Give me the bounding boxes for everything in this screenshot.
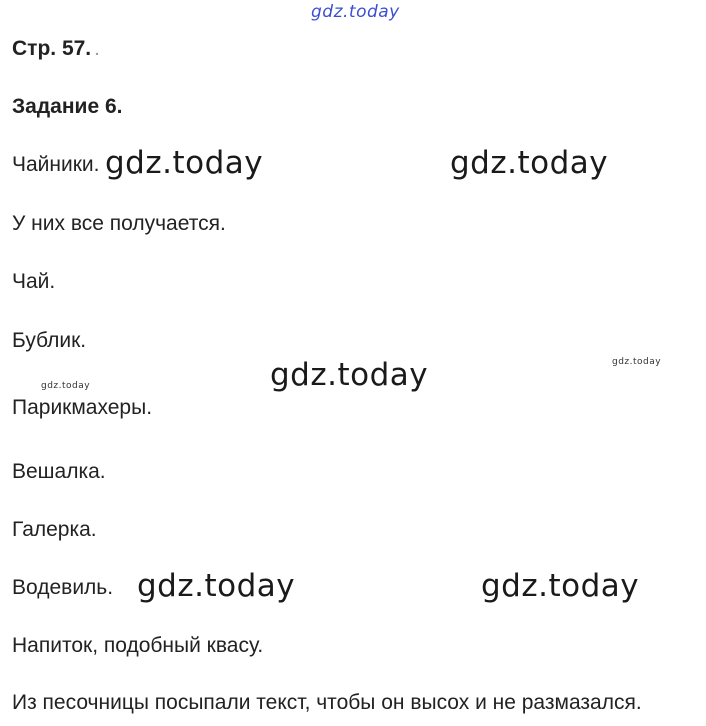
watermark-small-2: gdz.today xyxy=(612,357,662,367)
watermark-large-3: gdz.today xyxy=(270,357,429,393)
page-reference: Стр. 57. . xyxy=(12,37,100,60)
answer-1: Чайники. xyxy=(12,153,100,176)
answer-7: Галерка. xyxy=(12,518,97,541)
answer-6: Вешалка. xyxy=(12,460,106,483)
watermark-small-1: gdz.today xyxy=(41,381,91,391)
answer-9: Напиток, подобный квасу. xyxy=(12,634,264,657)
answer-2: У них все получается. xyxy=(12,212,226,235)
watermark-large-5: gdz.today xyxy=(481,568,640,604)
answer-5: Парикмахеры. xyxy=(12,396,153,419)
watermark-large-1: gdz.today xyxy=(105,145,264,181)
task-title: Задание 6. xyxy=(12,95,123,118)
answer-4: Бублик. xyxy=(12,329,87,352)
page-reference-mark: . xyxy=(95,42,100,58)
answer-10: Из песочницы посыпали текст, чтобы он высох и не размазался. xyxy=(12,691,642,714)
watermark-large-2: gdz.today xyxy=(450,145,609,181)
answer-3: Чай. xyxy=(12,270,56,293)
watermark-large-4: gdz.today xyxy=(137,568,296,604)
answer-8: Водевиль. xyxy=(12,576,114,599)
watermark-top: gdz.today xyxy=(311,2,400,22)
